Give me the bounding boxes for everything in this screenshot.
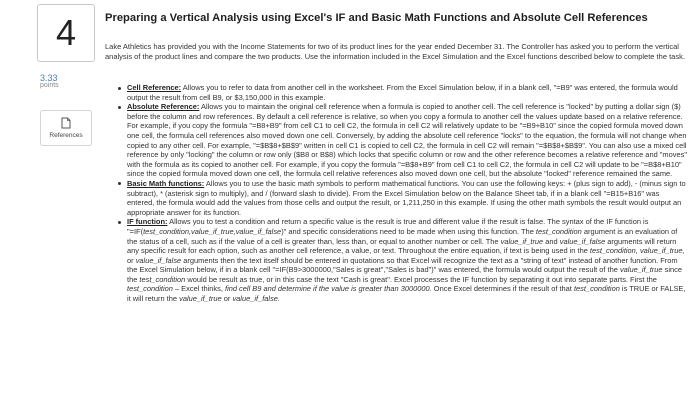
list-item-cell-reference <box>116 83 688 102</box>
term-absolute-reference: Absolute Reference: <box>127 102 200 112</box>
intro-paragraph: Lake Athletics has provided you with the Income Statements for two of its product lines for the year ended December 31. The Controller has asked you to perform the vertical analysis of the product lines and compare the two products. Use the information included in the Excel Simulation and the Excel functions described below to complete the task. <box>105 42 685 61</box>
description-text: arguments will return any specific result for each option, such as another cell reference, a value, or text. Throughout the entire equation, if text is being used in the <box>127 236 677 256</box>
italic-argument: test_condition <box>127 284 173 294</box>
italic-argument: value_if_false. <box>232 294 280 304</box>
italic-argument: value_if_true <box>500 236 544 246</box>
list-item-if-function <box>116 217 688 303</box>
description-absolute-reference: Allows you to maintain the original cell reference when a formula is copied to another cell. The cell reference is "locked" by putting a dollar sign ($) before the column and row references. By default a cell reference is relative, so when you copy a formula to another cell the values update based on a relative reference. For example, if you copy the formula "=B8+B9" from cell C1 to cell C2, the formula in cell C2 will relatively update to be "=B9+B10" since the copied formula moved down one cell, the formula cell references also moved down one cell. Conversely, by adding the absolute cell reference "locks" to the equation, the formula will not change when copied to any other cell. For example, "=$B$8+$B$9" written in cell C1 is copied to cell C2, the formula in cell C2 will remain "=$B$8+$B$9". You can also use a mixed cell reference by only "locking" the column or row only ($B8 or B$8) which locks that specific column or row and the other reference becomes a relative reference and "moves" with the formula as its copied to another cell. For example, if you copy the formula "=B$8+B9" from cell C1 to cell C2, the formula in cell C2 will update to be "=B$8+B10" since the copied formula moved down one cell, the formula cell relative references also moved down one cell, but the absolute "locked" reference remained the same. <box>127 102 687 179</box>
description-text: since the <box>127 265 682 284</box>
description-basic-math: Allows you to use the basic math symbols to perform mathematical functions. You can use the following keys: + (plus sign to add), - (minus sign to subtract), * (asterisk sign to multiply), and / (forward slash to divide). From the Excel Simulation below on the Balance Sheet tab, if in a blank cell "=B15+B16" was entered, the formula would add the values from those cells and output the result, or 1,211,250 in this example. If using the other math symbols the result would output an appropriate answer for its function. <box>127 178 686 217</box>
description-text: – Excel thinks, <box>172 284 225 294</box>
list-item-absolute-reference <box>116 102 688 179</box>
description-text: would be result as true, or in this case the text "Cash is great". Excel processes the IF function by separating it out into separate parts. First the <box>185 274 657 284</box>
term-cell-reference: Cell Reference: <box>127 83 182 92</box>
description-text: )" and specific considerations need to be made when using this function. The <box>281 226 536 236</box>
description-cell-reference: Allows you to refer to data from another cell in the worksheet. From the Excel Simulation below, if in a blank cell, "=B9" was entered, the formula would output the result from cell B9, or $3,150,000 in this example. <box>127 83 678 102</box>
description-text: or <box>127 255 136 265</box>
italic-argument: test_condition <box>139 274 186 284</box>
description-text: Once Excel determines if the result of that <box>431 284 574 294</box>
points-value: 3.33 <box>40 73 58 83</box>
question-number: 4 <box>55 12 77 53</box>
question-number-box <box>37 4 95 62</box>
italic-argument: value_if_false <box>135 255 182 265</box>
italic-argument: test_condition,value_if_true,value_if_false <box>143 226 282 236</box>
description-text: or <box>221 294 233 304</box>
references-label: References <box>49 132 83 139</box>
page-title: Preparing a Vertical Analysis using Excel's IF and Basic Math Functions and Absolute Cell References <box>105 12 648 24</box>
italic-argument: value_if_true <box>179 294 222 304</box>
italic-argument: find cell B9 and determine if the value is greater than 3000000. <box>225 284 432 294</box>
description-text: is TRUE or FALSE, it will return the <box>127 284 686 304</box>
function-list <box>116 83 688 304</box>
list-item-basic-math <box>116 179 688 217</box>
description-text: arguments then the text itself should be entered in quotations so that Excel will recognize the text as a "string of text" instead of another function. From the Excel Simulation below, if in a blank cell "=IF(B9>3000000,"Sales is great","Sales is bad")" was entered, the formula would output the result of the <box>127 255 678 275</box>
description-text: argument is an evaluation of the status of a cell, such as if the value of a cell is greater than, less than, or equal to another number or cell. The <box>127 226 678 246</box>
document-icon <box>61 117 71 129</box>
term-if-function: IF function: <box>127 217 168 227</box>
italic-argument: test_condition <box>573 284 620 294</box>
points-label: points <box>40 82 59 89</box>
references-button[interactable] <box>40 110 92 146</box>
description-if-function <box>127 217 685 303</box>
description-text: and <box>543 236 560 246</box>
italic-argument: value_if_true <box>619 265 663 275</box>
description-text: Allows you to test a condition and return a specific value is the result is true and different value if the result is false. The syntax of the IF function is "=IF( <box>127 217 649 236</box>
term-basic-math: Basic Math functions: <box>127 178 205 188</box>
italic-argument: test_condition, value_if_true, <box>589 246 685 256</box>
italic-argument: value_if_false <box>559 236 606 246</box>
italic-argument: test_condition <box>535 226 582 236</box>
